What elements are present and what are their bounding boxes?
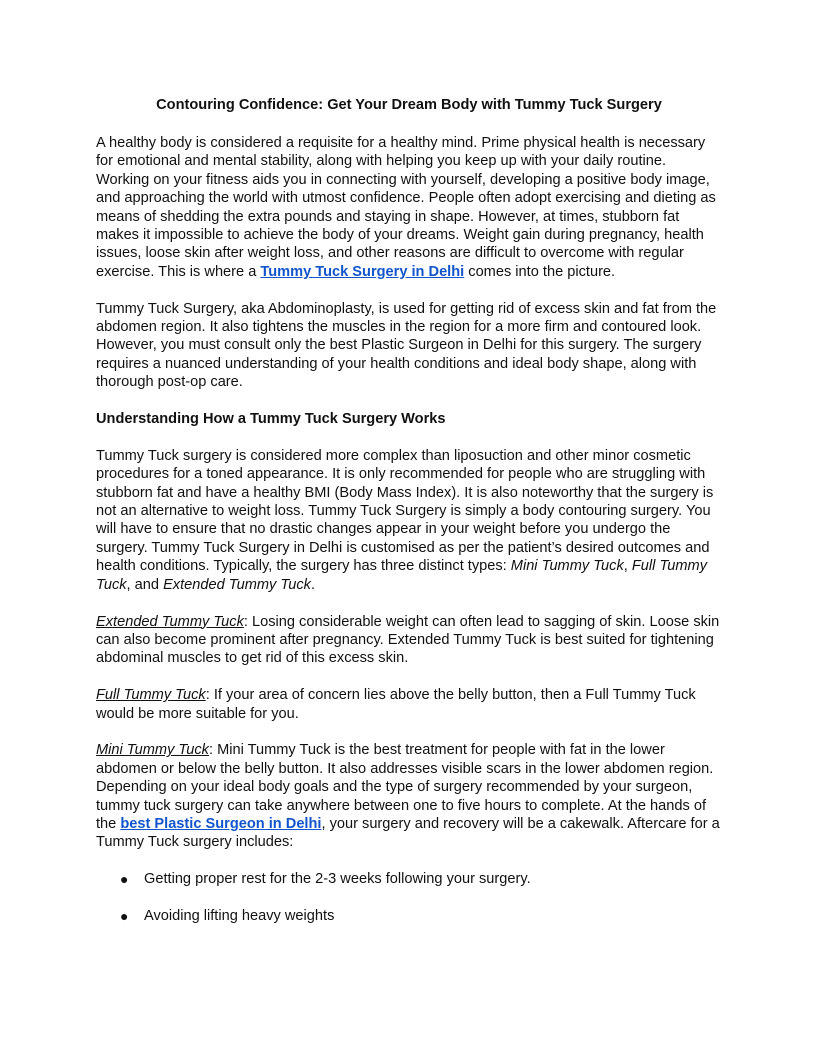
- document-page: [96, 94, 722, 943]
- full-tummy-tuck-paragraph: [96, 686, 722, 723]
- aftercare-text: Depending on your ideal body goals and the type of surgery recommended by your surgeon, tummy tuck surgery can take anywhere between one to five hours to complete. At the hands of the: [96, 779, 707, 832]
- mini-term: Mini Tummy Tuck: [96, 742, 209, 759]
- period: .: [310, 576, 315, 593]
- intro-paragraph: [96, 134, 722, 281]
- full-term: Full Tummy Tuck: [96, 687, 206, 704]
- bullet-icon: ●: [120, 870, 129, 887]
- list-item: [120, 870, 722, 888]
- aftercare-text-end: , your surgery and recovery will be a cakewalk. Aftercare for a Tummy Tuck surgery includes:: [96, 815, 720, 851]
- type-mini: Mini Tummy Tuck: [510, 558, 624, 575]
- document-title: Contouring Confidence: Get Your Dream Body with Tummy Tuck Surgery: [156, 97, 662, 113]
- surgery-types-paragraph: [96, 447, 722, 594]
- list-item: [120, 907, 722, 925]
- aftercare-paragraph: [96, 778, 722, 852]
- extended-tummy-tuck-paragraph: [96, 613, 722, 668]
- type-full: Full Tummy Tuck: [96, 558, 708, 593]
- bullet-icon: ●: [120, 907, 129, 924]
- aftercare-list: [96, 870, 722, 925]
- extended-term: Extended Tummy Tuck: [96, 613, 244, 630]
- mini-description: : Mini Tummy Tuck is the best treatment for people with fat in the lower abdomen or below the belly button. It also addresses visible scars in the lower abdomen region.: [96, 742, 714, 777]
- type-extended: Extended Tummy Tuck: [163, 576, 311, 593]
- section-heading: Understanding How a Tummy Tuck Surgery Works: [96, 411, 446, 428]
- mini-tummy-tuck-paragraph: [96, 741, 722, 778]
- intro-text-end: comes into the picture.: [464, 263, 616, 280]
- list-item-text: Avoiding lifting heavy weights: [144, 907, 335, 924]
- list-item-text: Getting proper rest for the 2-3 weeks following your surgery.: [144, 870, 531, 887]
- intro-text: A healthy body is considered a requisite for a healthy mind. Prime physical health is necessary for emotional and mental stability, along with helping you keep up with your daily routine. Working on your fitness aids you in connecting with yourself, developing a positive body image, and approaching the world with utmost confidence. People often adopt exercising and dieting as means of shedding the extra pounds and staying in shape. However, at times, stubborn fat makes it impossible to achieve the body of your dreams. Weight gain during pregnancy, health issues, loose skin after weight loss, and other reasons are difficult to overcome with regular exercise. This is where a: [96, 135, 716, 280]
- full-description: : If your area of concern lies above the belly button, then a Full Tummy Tuck would be more suitable for you.: [96, 687, 696, 722]
- best-plastic-surgeon-link[interactable]: best Plastic Surgeon in Delhi: [120, 815, 322, 832]
- separator: ,: [623, 558, 632, 575]
- extended-description: : Losing considerable weight can often lead to sagging of skin. Loose skin can also become prominent after pregnancy. Extended Tummy Tuck is best suited for tightening abdominal muscles to get rid of this excess skin.: [96, 613, 720, 667]
- tummy-tuck-delhi-link[interactable]: Tummy Tuck Surgery in Delhi: [260, 263, 465, 280]
- surgery-types-text: Tummy Tuck surgery is considered more complex than liposuction and other minor cosmetic procedures for a toned appearance. It is only recommended for people who are struggling with stubborn fat and have a healthy BMI (Body Mass Index). It is also noteworthy that the surgery is not an alternative to weight loss. Tummy Tuck Surgery is simply a body contouring surgery. You will have to ensure that no drastic changes appear in your weight before you undergo the surgery. Tummy Tuck Surgery in Delhi is customised as per the patient’s desired outcomes and health conditions. Typically, the surgery has three distinct types:: [96, 447, 714, 575]
- separator: , and: [126, 576, 164, 593]
- abdominoplasty-paragraph: Tummy Tuck Surgery, aka Abdominoplasty, is used for getting rid of excess skin and fat from the abdomen region. It also tightens the muscles in the region for a more firm and contoured look. However, you must consult only the best Plastic Surgeon in Delhi for this surgery. The surgery requires a nuanced understanding of your health conditions and ideal body shape, along with thorough post-op care.: [96, 300, 717, 391]
